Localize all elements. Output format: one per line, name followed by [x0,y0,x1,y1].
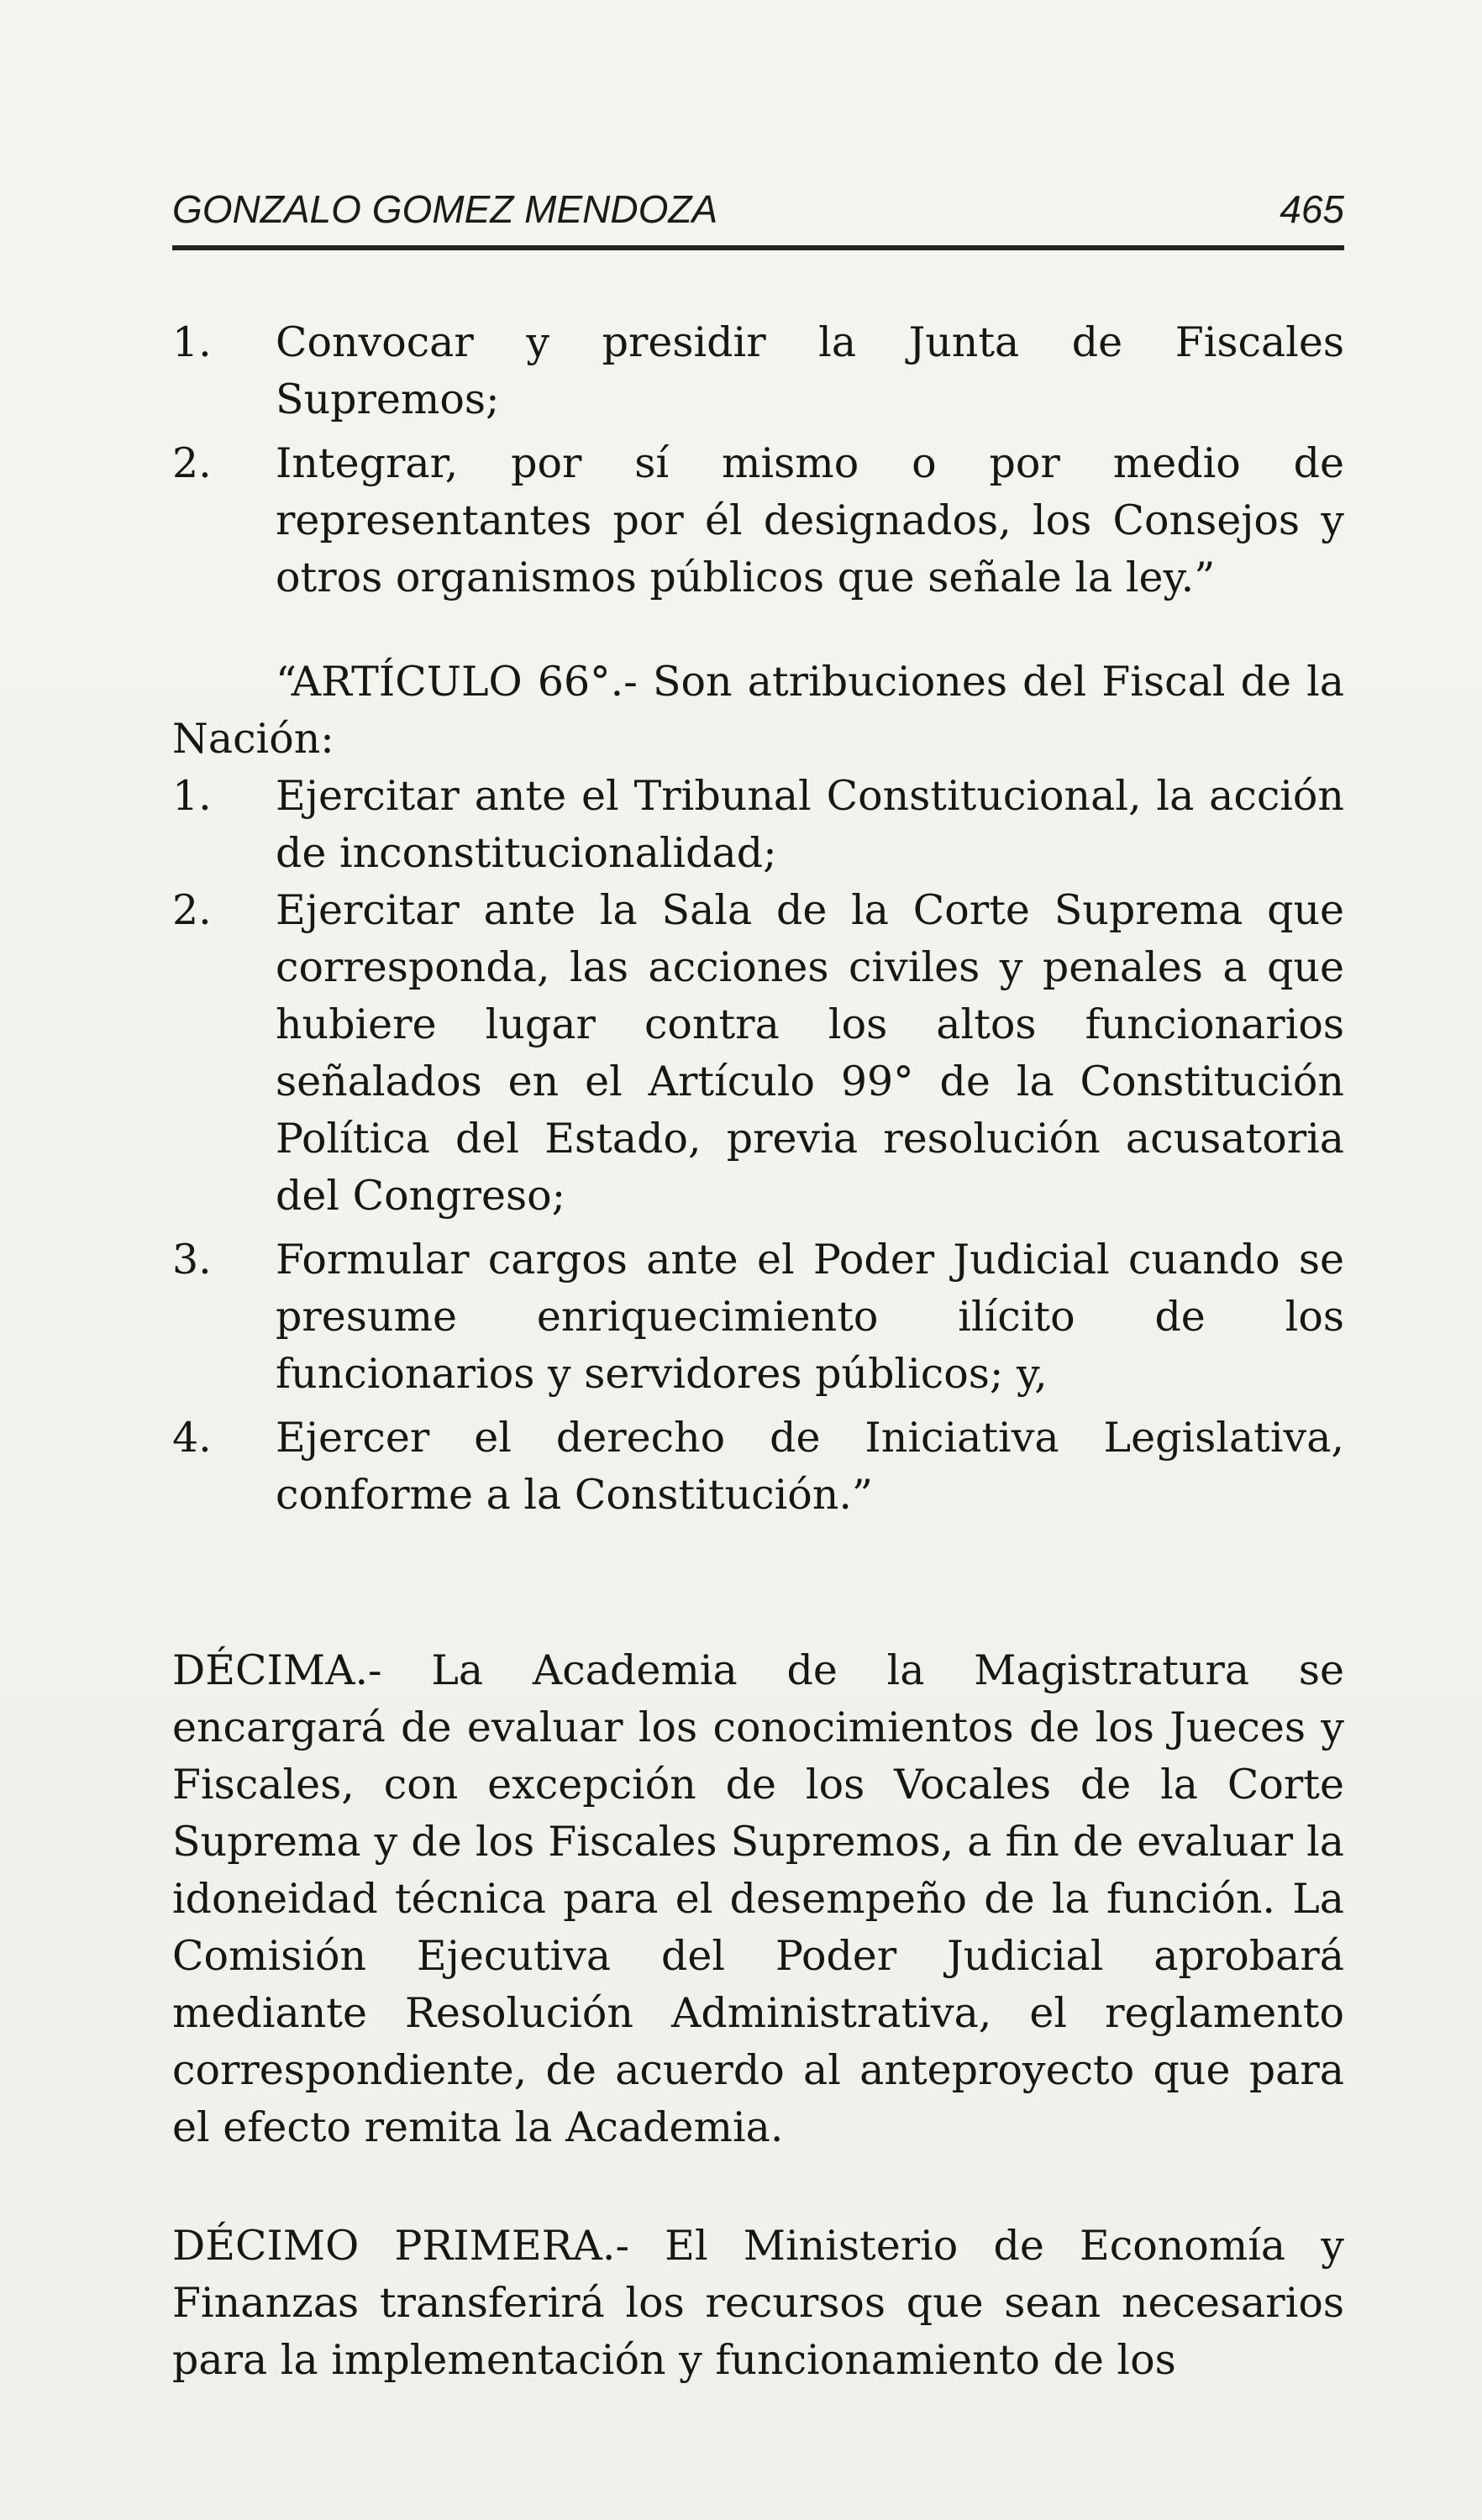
list-item [172,1410,1344,1524]
list-item [172,1231,1344,1403]
list-item-number: 1. [172,772,212,820]
list-item-number: 2. [172,439,212,487]
list-item [172,435,1344,606]
header-author: GONZALO GOMEZ MENDOZA [172,187,718,231]
list-item [172,768,1344,882]
list-fiscal-nacion-duties [172,768,1344,1524]
list-item-number: 4. [172,1414,212,1462]
list-item [172,314,1344,428]
list-item-number: 1. [172,318,212,366]
list-item-text: Ejercer el derecho de Iniciativa Legislativa, conforme a la Constitución.” [276,1414,1344,1519]
running-header [172,186,1344,250]
list-fiscal-supremo-duties [172,314,1344,606]
decimo-primera-paragraph: DÉCIMO PRIMERA.- El Ministerio de Economía y Finanzas transferirá los recursos que sean necesarios para la implementación y funcionamiento de los [172,2222,1344,2384]
list-item-text: Formular cargos ante el Poder Judicial cuando se presume enriquecimiento ilícito de los funcionarios y servidores públicos; y, [276,1236,1344,1398]
list-item-text: Integrar, por sí mismo o por medio de representantes por él designados, los Consejos y otros organismos públicos que señale la ley.” [276,439,1344,601]
list-item-number: 3. [172,1236,212,1284]
list-item-text: Convocar y presidir la Junta de Fiscales Supremos; [276,318,1344,423]
article-66-intro: “ARTÍCULO 66°.- Son atribuciones del Fiscal de la Nación: [172,658,1344,763]
decima-paragraph: DÉCIMA.- La Academia de la Magistratura se encargará de evaluar los conocimientos de los Jueces y Fiscales, con excepción de los Vocales de la Corte Suprema y de los Fiscales Supremos, a fin de evaluar la idoneidad técnica para el desempeño de la función. La Comisión Ejecutiva del Poder Judicial aprobará mediante Resolución Administrativa, el reglamento correspondiente, de acuerdo al anteproyecto que para el efecto remita la Academia. [172,1646,1344,2151]
list-item-text: Ejercitar ante el Tribunal Constitucional, la acción de inconstitucionalidad; [276,772,1344,877]
list-item-text: Ejercitar ante la Sala de la Corte Suprema que corresponda, las acciones civiles y penales a que hubiere lugar contra los altos funcionarios señalados en el Artículo 99° de la Constitución Política del Estado, previa resolución acusatoria del Congreso; [276,886,1344,1220]
page-number: 465 [1280,187,1344,231]
list-item [172,882,1344,1225]
list-item-number: 2. [172,886,212,934]
